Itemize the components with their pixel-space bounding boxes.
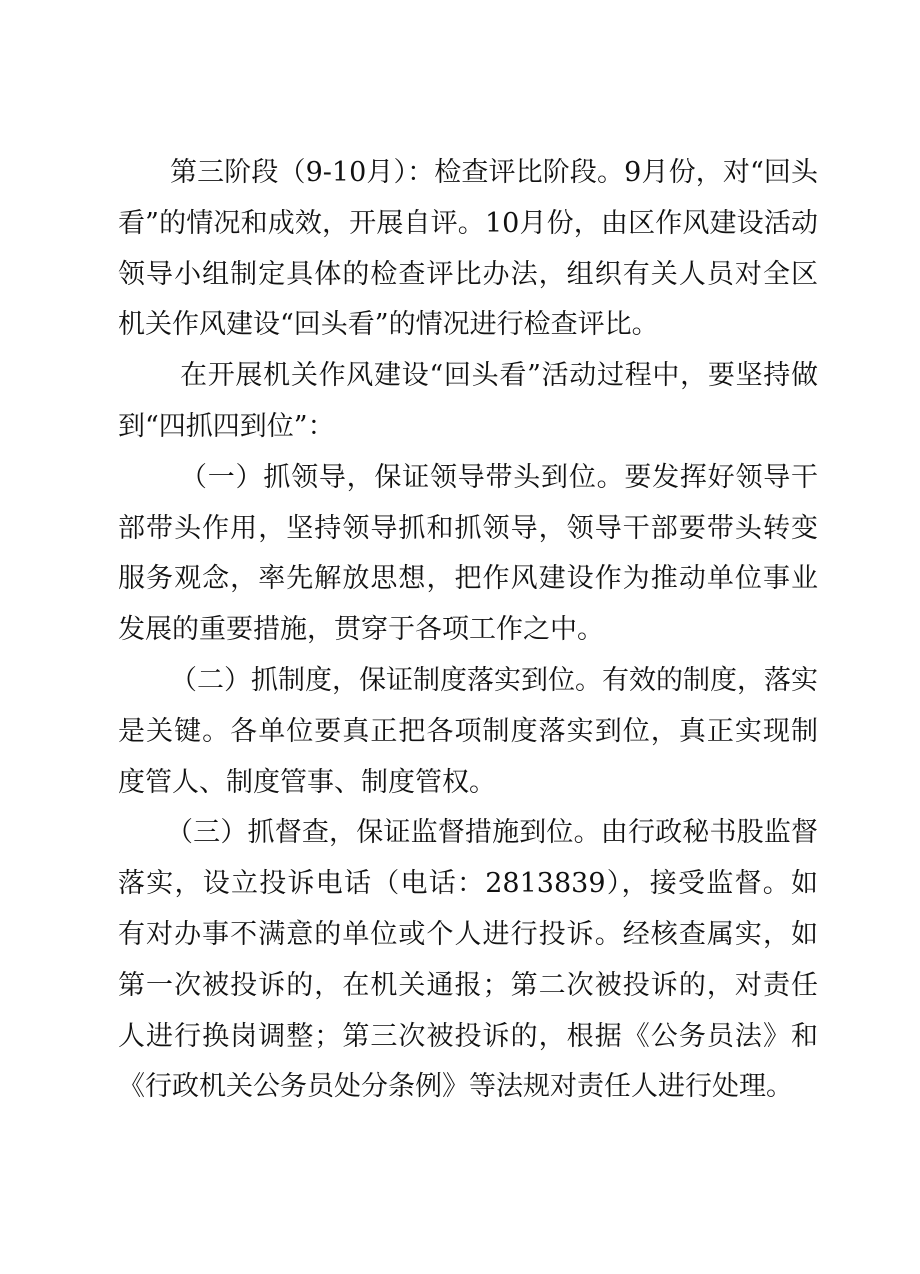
paragraph-grasp-system: （二）抓制度，保证制度落实到位。有效的制度，落实是关键。各单位要真正把各项制度落实到位，真正实现制度管人、制度管事、制度管权。 <box>118 664 818 798</box>
paragraph-grasp-supervision: （三）抓督查，保证监督措施到位。由行政秘书股监督落实，设立投诉电话（电话：2813839），接受监督。如有对办事不满意的单位或个人进行投诉。经核查属实，如第一次被投诉的，在机关通报；第二次被投诉的，对责任人进行换岗调整；第三次被投诉的，根据《公务员法》和《行政机关公务员处分条例》等法规对责任人进行处理。 <box>118 817 818 1103</box>
paragraph-stage-three: 第三阶段（9-10月）：检查评比阶段。9月份，对“回头看”的情况和成效，开展自评。10月份，由区作风建设活动领导小组制定具体的检查评比办法，组织有关人员对全区机关作风建设“回头看”的情况进行检查评比。 <box>118 157 818 341</box>
paragraph-four-grasps-intro: 在开展机关作风建设“回头看”活动过程中，要坚持做到“四抓四到位”： <box>118 360 818 442</box>
document-body <box>118 148 818 1113</box>
paragraph-grasp-leadership: （一）抓领导，保证领导带头到位。要发挥好领导干部带头作用，坚持领导抓和抓领导，领导干部要带头转变服务观念，率先解放思想，把作风建设作为推动单位事业发展的重要措施，贯穿于各项工作之中。 <box>118 461 818 646</box>
